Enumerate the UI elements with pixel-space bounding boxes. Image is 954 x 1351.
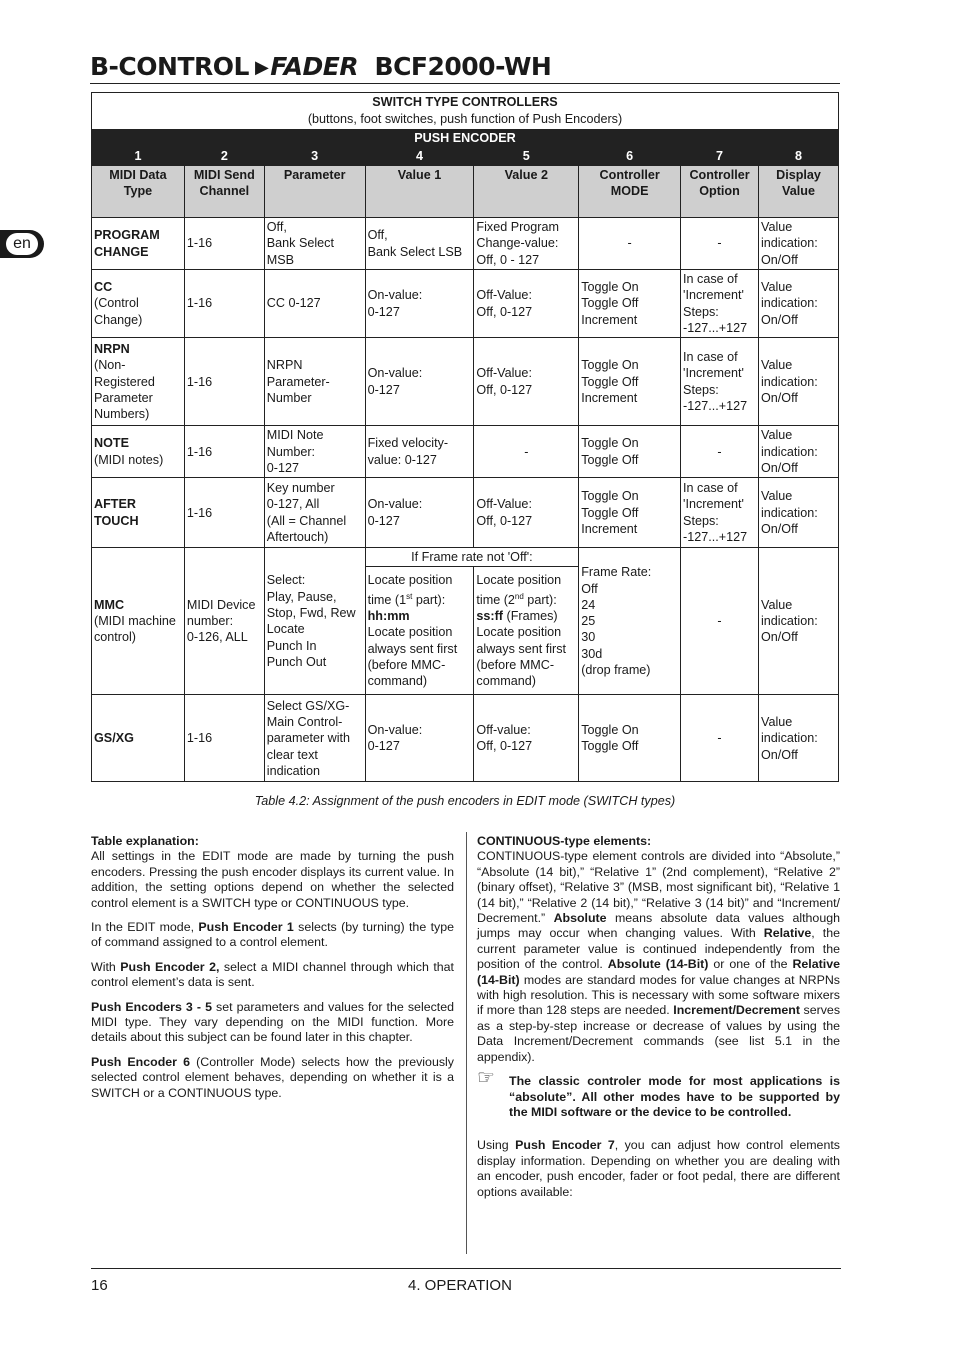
value1-cell: Fixed velocity- value: 0-127 [365, 426, 474, 478]
page-header [90, 52, 840, 84]
option-cell: In case of 'Increment' Steps: -127...+127 [681, 478, 759, 548]
option-cell: - [681, 548, 759, 695]
display-cell: Value indication: On/Off [759, 426, 839, 478]
midi-type-cell: GS/XG [92, 695, 185, 782]
display-cell: Value indication: On/Off [759, 338, 839, 426]
right-paragraph-2: Using Push Encoder 7, you can adjust how control elements display information. Depending on whether you are dealing with an encoder, push encoder, fader or foot pedal, there are different options available: [477, 1138, 840, 1199]
left-heading: Table explanation: [91, 834, 199, 848]
column-header: MIDI Send Channel [184, 166, 264, 218]
table-row [92, 695, 839, 782]
right-column [477, 834, 840, 1209]
value2-cell: Fixed Program Change-value: Off, 0 - 127 [474, 218, 579, 270]
option-cell: - [681, 426, 759, 478]
channel-cell: 1-16 [184, 695, 264, 782]
column-header: Controller MODE [579, 166, 681, 218]
option-cell: - [681, 695, 759, 782]
midi-type-cell: CC (Control Change) [92, 270, 185, 338]
option-cell: In case of 'Increment' Steps: -127...+127 [681, 338, 759, 426]
mode-cell: Frame Rate: Off 24 25 30 30d (drop frame) [579, 548, 681, 695]
parameter-cell: MIDI Note Number: 0-127 [264, 426, 365, 478]
column-number: 7 [681, 148, 759, 166]
table-row [92, 548, 839, 567]
display-cell: Value indication: On/Off [759, 695, 839, 782]
parameter-cell: Select: Play, Pause, Stop, Fwd, Rew Locate Punch In Punch Out [264, 548, 365, 695]
parameter-cell: NRPN Parameter- Number [264, 338, 365, 426]
parameter-cell: Key number 0-127, All (All = Channel Aftertouch) [264, 478, 365, 548]
value1-cell: Off, Bank Select LSB [365, 218, 474, 270]
column-number: 8 [759, 148, 839, 166]
value2-cell: - [474, 426, 579, 478]
mode-cell: - [579, 218, 681, 270]
value1-cell: On-value: 0-127 [365, 338, 474, 426]
column-header: Display Value [759, 166, 839, 218]
column-header: Controller Option [681, 166, 759, 218]
channel-cell: MIDI Device number: 0-126, ALL [184, 548, 264, 695]
value2-cell: Locate position time (2nd part): ss:ff (Frames) Locate position always sent first (before MMC- command) [474, 567, 579, 695]
right-heading: CONTINUOUS-type elements: [477, 834, 652, 848]
note-box [477, 1067, 840, 1120]
value2-cell: Off-value: Off, 0-127 [474, 695, 579, 782]
left-paragraph-3: With Push Encoder 2, select a MIDI channel through which that control element’s data is sent. [91, 959, 454, 990]
column-number: 5 [474, 148, 579, 166]
left-paragraph-5: Push Encoder 6 (Controller Mode) selects how the previously selected control element behaves, depending on whether it is a SWITCH or a CONTINUOUS type. [91, 1054, 454, 1100]
column-header: Parameter [264, 166, 365, 218]
left-paragraph-2: In the EDIT mode, Push Encoder 1 selects (by turning) the type of command assigned to a control element. [91, 920, 454, 950]
mmc-frame-note: If Frame rate not 'Off': [365, 548, 579, 567]
channel-cell: 1-16 [184, 218, 264, 270]
model-name: BCF2000-WH [374, 52, 552, 81]
mode-cell: Toggle On Toggle Off [579, 426, 681, 478]
value1-cell: On-value: 0-127 [365, 478, 474, 548]
page-number: 16 [91, 1277, 108, 1294]
left-column [91, 834, 454, 1110]
language-code: en [6, 233, 38, 255]
mode-cell: Toggle On Toggle Off Increment [579, 338, 681, 426]
language-tab [0, 230, 44, 258]
midi-type-cell: NOTE (MIDI notes) [92, 426, 185, 478]
column-number: 4 [365, 148, 474, 166]
parameter-cell: Select GS/XG- Main Control- parameter with clear text indication [264, 695, 365, 782]
table-caption: Table 4.2: Assignment of the push encoders in EDIT mode (SWITCH types) [254, 794, 676, 808]
brand-name: B-CONTROL [90, 52, 249, 81]
push-encoder-band: PUSH ENCODER [92, 130, 839, 148]
column-number: 2 [184, 148, 264, 166]
column-divider [466, 832, 467, 1254]
value1-cell: On-value: 0-127 [365, 695, 474, 782]
display-cell: Value indication: On/Off [759, 548, 839, 695]
footer-rule [91, 1268, 841, 1269]
display-cell: Value indication: On/Off [759, 478, 839, 548]
note-text: The classic controler mode for most applications is “absolute”. All other modes have to be supported by the MIDI software or the device to be controlled. [509, 1074, 840, 1119]
mode-cell: Toggle On Toggle Off [579, 695, 681, 782]
midi-type-cell: AFTER TOUCH [92, 478, 185, 548]
table-row [92, 426, 839, 478]
midi-type-cell: MMC (MIDI machine control) [92, 548, 185, 695]
parameter-cell: Off, Bank Select MSB [264, 218, 365, 270]
mode-cell: Toggle On Toggle Off Increment [579, 270, 681, 338]
column-header: MIDI Data Type [92, 166, 185, 218]
column-number: 3 [264, 148, 365, 166]
midi-type-cell: PROGRAM CHANGE [92, 218, 185, 270]
channel-cell: 1-16 [184, 426, 264, 478]
table-title: SWITCH TYPE CONTROLLERS (buttons, foot switches, push function of Push Encoders) [92, 93, 839, 130]
product-name: FADER [270, 52, 359, 81]
value2-cell: Off-Value: Off, 0-127 [474, 270, 579, 338]
channel-cell: 1-16 [184, 338, 264, 426]
switch-type-table [91, 92, 839, 782]
display-cell: Value indication: On/Off [759, 218, 839, 270]
value1-cell: On-value: 0-127 [365, 270, 474, 338]
option-cell: - [681, 218, 759, 270]
table-row [92, 218, 839, 270]
column-number: 6 [579, 148, 681, 166]
parameter-cell: CC 0-127 [264, 270, 365, 338]
column-header: Value 2 [474, 166, 579, 218]
section-title: 4. OPERATION [408, 1277, 512, 1294]
option-cell: In case of 'Increment' Steps: -127...+127 [681, 270, 759, 338]
channel-cell: 1-16 [184, 478, 264, 548]
table-row [92, 478, 839, 548]
midi-type-cell: NRPN (Non- Registered Parameter Numbers) [92, 338, 185, 426]
value2-cell: Off-Value: Off, 0-127 [474, 478, 579, 548]
value2-cell: Off-Value: Off, 0-127 [474, 338, 579, 426]
channel-cell: 1-16 [184, 270, 264, 338]
table-row [92, 338, 839, 426]
column-number: 1 [92, 148, 185, 166]
left-paragraph-1: All settings in the EDIT mode are made by turning the push encoders. Pressing the push encoder displays its current value. In addition, the setting options depend on whether the selected control element is a SWITCH type or CONTINUOUS type. [91, 849, 454, 910]
column-header: Value 1 [365, 166, 474, 218]
value1-cell: Locate position time (1st part): hh:mm Locate position always sent first (before MMC- command) [365, 567, 474, 695]
pointing-hand-icon: ☞ [477, 1067, 495, 1090]
display-cell: Value indication: On/Off [759, 270, 839, 338]
table-row [92, 270, 839, 338]
play-arrow-icon: ▶ [254, 57, 269, 78]
right-paragraph-1: CONTINUOUS-type element controls are divided into “Absolute,” “Absolute (14 bit),” “Relative 1” (2nd complement), “Relative 2” (binary offset), “Relative 3” (MSB, most significant bit), “Relative 1 (14 bit),” “Relative 2 (14 bit),” “Relative 3 (14 bit)” and “Increment/ Decrement.” Absolute means absolute data values although jumps may occur when changing values. With Relative, the current parameter value is continued independently from the position of the control. Absolute (14-Bit) or one of the Relative (14-Bit) modes are standard modes for value changes at NRPNs with high resolution. This is necessary with some software mixers if more than 128 steps are needed. Increment/Decrement serves as a step-by-step increase or decrease of values by using the Data Increment/Decrement commands (see list 5.1 in the appendix). [477, 849, 841, 1064]
mode-cell: Toggle On Toggle Off Increment [579, 478, 681, 548]
left-paragraph-4: Push Encoders 3 - 5 set parameters and values for the selected MIDI type. They vary depending on the MIDI function. More details about this subject can be found later in this chapter. [91, 999, 455, 1045]
